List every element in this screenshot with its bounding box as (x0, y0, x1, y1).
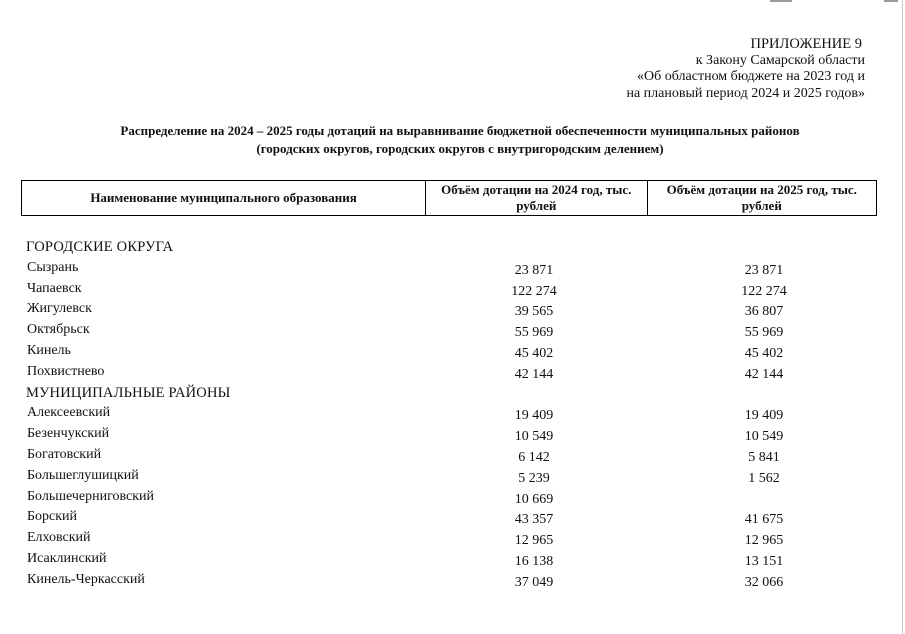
column-header-2024: Объём дотации на 2024 год, тыс. рублей (425, 181, 646, 215)
value-2024: 37 049 (514, 574, 554, 590)
table-row (0, 489, 905, 510)
value-2025: 122 274 (741, 283, 787, 299)
municipality-name: Богатовский (27, 446, 102, 462)
municipality-name: Большеглушицкий (27, 467, 139, 483)
appendix-line: «Об областном бюджете на 2023 год и (637, 69, 865, 84)
value-2025: 42 144 (744, 366, 784, 382)
municipality-name: Похвистнево (27, 363, 105, 379)
appendix-line: на плановый период 2024 и 2025 годов» (626, 85, 865, 101)
table-row (0, 551, 905, 572)
municipality-name: Кинель (27, 342, 71, 358)
appendix-title: ПРИЛОЖЕНИЕ 9 (750, 36, 862, 52)
document-title (0, 122, 905, 157)
value-2024: 5 239 (518, 470, 550, 486)
scan-edge-mark (770, 0, 792, 2)
value-2024: 12 965 (514, 533, 554, 549)
table-row (0, 468, 905, 489)
value-2024: 55 969 (514, 325, 554, 341)
value-2024: 19 409 (514, 408, 554, 424)
value-2025: 23 871 (744, 262, 784, 278)
table-row (0, 322, 905, 343)
appendix-line: к Закону Самарской области (695, 52, 865, 68)
value-2024: 6 142 (518, 449, 550, 465)
municipality-name: Борский (27, 509, 78, 525)
table-row (0, 426, 905, 447)
municipality-name: Октябрьск (27, 322, 90, 338)
scan-edge-mark (884, 0, 898, 2)
value-2024: 16 138 (514, 553, 554, 569)
section-heading-row (0, 239, 905, 260)
table-body (0, 239, 905, 593)
value-2025: 19 409 (744, 408, 784, 424)
municipality-name: Кинель-Черкасский (27, 571, 145, 587)
appendix-block (626, 36, 865, 102)
table-header (21, 180, 877, 216)
value-2025: 36 807 (744, 304, 784, 320)
table-row (0, 343, 905, 364)
table-row (0, 530, 905, 551)
municipality-name: МУНИЦИПАЛЬНЫЕ РАЙОНЫ (26, 384, 231, 401)
value-2025: 41 675 (744, 512, 784, 528)
document-title-line: (городских округов, городских округов с внутригородским делением) (256, 140, 664, 156)
value-2025: 45 402 (744, 345, 784, 361)
table-row (0, 405, 905, 426)
value-2025: 32 066 (744, 574, 784, 590)
municipality-name: Безенчукский (27, 426, 110, 442)
value-2024: 43 357 (514, 512, 554, 528)
municipality-name: Сызрань (27, 259, 79, 275)
value-2024: 39 565 (514, 304, 554, 320)
municipality-name: ГОРОДСКИЕ ОКРУГА (26, 239, 174, 255)
municipality-name: Исаклинский (27, 550, 107, 566)
value-2025: 55 969 (744, 325, 784, 341)
municipality-name: Алексеевский (27, 405, 111, 421)
value-2024: 122 274 (511, 283, 557, 299)
table-row (0, 301, 905, 322)
municipality-name: Чапаевск (27, 280, 82, 296)
value-2024: 10 669 (514, 491, 554, 507)
column-header-2025: Объём дотации на 2025 год, тыс. рублей (647, 181, 876, 215)
table-row (0, 447, 905, 468)
value-2025: 13 151 (744, 553, 784, 569)
document-title-line: Распределение на 2024 – 2025 годы дотаций на выравнивание бюджетной обеспеченности муниципальных районов (120, 123, 800, 138)
municipality-name: Жигулевск (27, 301, 92, 317)
table-row (0, 281, 905, 302)
municipality-name: Большечерниговский (27, 488, 155, 504)
value-2024: 23 871 (514, 262, 554, 278)
value-2025: 5 841 (748, 449, 780, 465)
table-row (0, 509, 905, 530)
value-2025: 12 965 (744, 533, 784, 549)
value-2024: 10 549 (514, 429, 554, 445)
value-2025: 1 562 (748, 470, 780, 486)
section-heading-row (0, 385, 905, 406)
value-2025: 10 549 (744, 429, 784, 445)
municipality-name: Елховский (27, 530, 91, 546)
table-row (0, 364, 905, 385)
value-2024: 45 402 (514, 345, 554, 361)
value-2024: 42 144 (514, 366, 554, 382)
table-row (0, 260, 905, 281)
table-row (0, 572, 905, 593)
column-header-name: Наименование муниципального образования (90, 190, 357, 205)
